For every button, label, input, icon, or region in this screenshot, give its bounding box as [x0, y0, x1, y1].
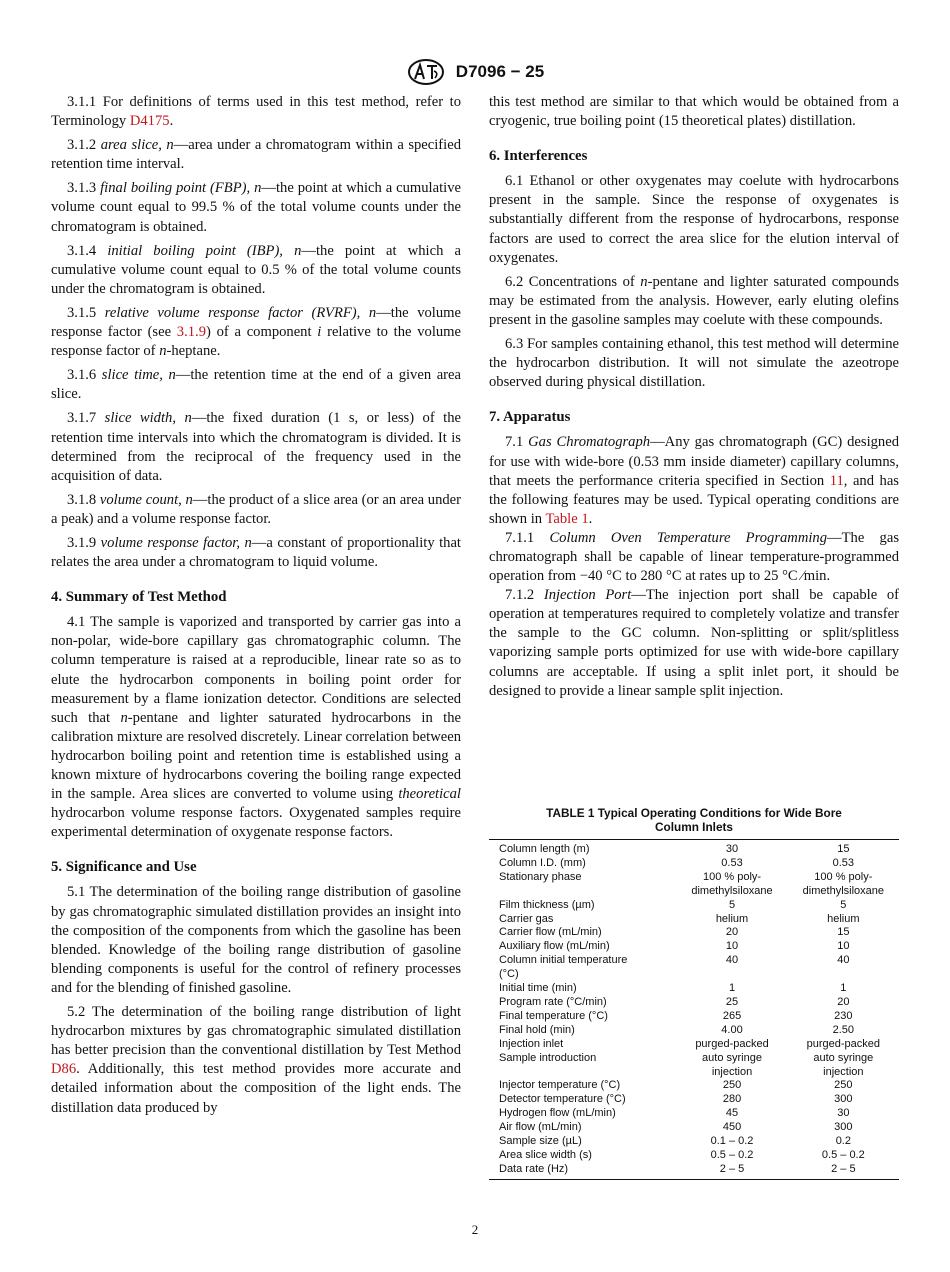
- para-7-1-2: 7.1.2 Injection Port—The injection port shall be capable of operation at temperatures required to completely volatize and transfer the sample to the GC column. Non-splitting or split/splitless vaporizing sample ports optimized for use with wide-bore capillary columns are acceptable. If using a split inlet port, it should be designed to provide a linear sample split injection.: [489, 587, 899, 699]
- table-cell-label: Injector temperature (°C): [499, 1079, 621, 1092]
- table-cell-label: Data rate (Hz): [499, 1162, 569, 1175]
- para-6-1: 6.1 Ethanol or other oxygenates may coelute with hydrocarbons present in the sample. Since the response of oxygenates is substantially different from the response of hydrocarbons, response factors are used to correct the area slice for the elution interval of oxygenates.: [489, 173, 899, 266]
- table-cell-value: 0.53: [721, 856, 743, 869]
- table-cell-value: 4.00: [721, 1023, 743, 1036]
- table-cell-value: 45: [725, 1107, 739, 1120]
- table-row: [489, 1135, 899, 1149]
- table-cell-value: 230: [834, 1009, 853, 1022]
- table-cell-value: 2 – 5: [719, 1162, 745, 1175]
- table-row: [489, 899, 899, 913]
- para-3-1-5: 3.1.5 relative volume response factor (RVRF), n—the volume response factor (see 3.1.9) of a component i relative to the volume response factor of n-heptane.: [51, 304, 461, 360]
- table-row: [489, 954, 899, 982]
- para-5-1: 5.1 The determination of the boiling range distribution of gasoline by gas chromatographic simulated distillation provides an insight into the composition of the components from which the gasoline has been blended. Knowledge of the boiling range distribution of gasoline blending components is useful for the control of refinery processes and for the blending of finished gasoline.: [51, 884, 461, 996]
- para-3-1-4: 3.1.4 initial boiling point (IBP), n—the point at which a cumulative volume count equal to 0.5 % of the total volume counts under the chromatogram is obtained.: [51, 242, 461, 297]
- table-cell-value: 30: [837, 1107, 850, 1120]
- table-cell-value: 280: [722, 1093, 742, 1106]
- table-cell-label: Detector temperature (°C): [499, 1093, 626, 1106]
- table-cell-label: Sample size (µL): [499, 1135, 582, 1148]
- table-cell-label: Auxiliary flow (mL/min): [499, 940, 610, 953]
- table-cell-label: Injection inlet: [499, 1037, 564, 1050]
- section-5-heading: 5. Significance and Use: [51, 859, 197, 876]
- table-cell-value: auto syringe injection: [702, 1051, 762, 1078]
- table-cell-value: 30: [725, 843, 739, 855]
- table-row: [489, 940, 899, 954]
- table-cell-value: helium: [827, 912, 860, 925]
- para-3-1-2: 3.1.2 area slice, n—area under a chromatogram within a specified retention time interval.: [51, 137, 461, 173]
- table-row: [489, 1093, 899, 1107]
- table-row: [489, 913, 899, 927]
- link-3-1-9[interactable]: 3.1.9: [176, 324, 206, 341]
- table-cell-value: 1: [728, 982, 736, 995]
- table-row: [489, 996, 899, 1010]
- table-row: [489, 926, 899, 940]
- table-cell-value: 5: [840, 898, 847, 911]
- table-cell-value: 20: [725, 926, 739, 939]
- para-4-1: 4.1 The sample is vaporized and transported by carrier gas into a non-polar, wide-bore capillary gas chromatographic column. The column temperature is raised at a reproducible, linear rate so as to elute the hydrocarbon components in boiling point order for measurement by a flame ionization detector. Conditions are selected such that n-pentane and lighter saturated hydrocarbons in the calibration mixture are resolved discretely. Linear correlation between hydrocarbon boiling point and retention time is established using a known mixture of hydrocarbons covering the boiling range expected in the sample. Area slices are converted to volume using theoretical hydrocarbon volume response factors. Oxygenated samples require experimental determination of oxygenate response factors.: [51, 614, 461, 841]
- link-table-1[interactable]: Table 1: [545, 510, 589, 527]
- table-cell-label: Area slice width (s): [499, 1148, 592, 1161]
- table-cell-value: 0.2: [835, 1135, 851, 1148]
- table-cell-value: 15: [837, 843, 850, 855]
- table-cell-label: Film thickness (µm): [499, 898, 595, 911]
- section-4-heading: 4. Summary of Test Method: [51, 589, 227, 606]
- para-7-1: 7.1 Gas Chromatograph—Any gas chromatograph (GC) designed for use with wide-bore (0.53 mm inside diameter) capillary columns, that meets the performance criteria specified in Section 11, and has the following features may be used. Typical operating conditions are shown in Table 1.: [489, 434, 899, 527]
- table-cell-value: 450: [722, 1121, 742, 1134]
- para-3-1-6: 3.1.6 slice time, n—the retention time at the end of a given area slice.: [51, 367, 461, 403]
- table-cell-label: Column I.D. (mm): [499, 856, 586, 869]
- para-3-1-3: 3.1.3 final boiling point (FBP), n—the point at which a cumulative volume count equal to 99.5 % of the total volume counts under the chromatogram is obtained.: [51, 180, 461, 235]
- table-cell-label: Carrier gas: [499, 912, 554, 925]
- table-cell-value: 1: [840, 982, 847, 995]
- table-cell-value: 10: [725, 940, 739, 953]
- table-cell-label: Carrier flow (mL/min): [499, 926, 602, 939]
- table-cell-label: Column length (m): [499, 843, 590, 855]
- table-cell-value: 10: [837, 940, 850, 953]
- table-row: [489, 1010, 899, 1024]
- para-7-1-1: 7.1.1 Column Oven Temperature Programming—The gas chromatograph shall be capable of linear temperature-programmed operation from −40 °C to 280 °C at rates up to 25 °C ⁄min.: [489, 529, 900, 585]
- left-column: [51, 93, 461, 1123]
- para-3-1-7: 3.1.7 slice width, n—the fixed duration (1 s, or less) of the retention time intervals into which the chromatogram is divided. It is determined from the reciprocal of the frequency used in the acquisition of data.: [51, 410, 461, 484]
- para-continuation: this test method are similar to that which would be obtained from a cryogenic, true boiling point (15 theoretical plates) distillation.: [489, 94, 899, 130]
- table-row: [489, 1052, 899, 1080]
- table-row: [489, 982, 899, 996]
- para-3-1-9: 3.1.9 volume response factor, n—a constant of proportionality that relates the area under a chromatogram to liquid volume.: [51, 534, 461, 571]
- link-d86[interactable]: D86: [51, 1061, 77, 1078]
- table-1: [489, 806, 899, 1180]
- table-cell-label: Air flow (mL/min): [499, 1121, 582, 1134]
- table-cell-value: 40: [725, 954, 739, 967]
- standard-designation: D7096 − 25: [455, 62, 545, 81]
- table-row: [489, 1038, 899, 1052]
- para-3-1-1: 3.1.1 For definitions of terms used in this test method, refer to Terminology D4175.: [51, 94, 461, 130]
- table-cell-label: Program rate (°C/min): [499, 995, 607, 1008]
- table-cell-label: Final temperature (°C): [499, 1009, 608, 1022]
- table-row: [489, 1079, 899, 1093]
- table-cell-label: Hydrogen flow (mL/min): [499, 1107, 616, 1120]
- table-cell-value: 25: [725, 995, 739, 1008]
- table-row: [489, 1121, 899, 1135]
- table-cell-value: 2 – 5: [831, 1162, 856, 1175]
- para-6-3: 6.3 For samples containing ethanol, this test method will determine the hydrocarbon distribution. It will not simulate the azeotrope observed during physical distillation.: [489, 336, 899, 391]
- table-cell-value: 2.50: [832, 1023, 855, 1036]
- table-cell-label: Final hold (min): [499, 1023, 575, 1036]
- table-cell-value: purged-packed: [695, 1037, 769, 1050]
- table-cell-value: 250: [722, 1079, 742, 1092]
- table-cell-value: 265: [722, 1009, 742, 1022]
- para-6-2: 6.2 Concentrations of n-pentane and lighter saturated compounds may be estimated from the analysis. However, early eluting olefins present in the gasoline samples may coelute with these compounds.: [489, 273, 900, 328]
- table-cell-value: 40: [837, 954, 850, 967]
- page-number: 2: [471, 1222, 479, 1237]
- table-row: [489, 857, 899, 871]
- table-cell-value: 300: [834, 1093, 853, 1106]
- table-row: [489, 1149, 899, 1163]
- section-6-heading: 6. Interferences: [489, 148, 588, 165]
- table-cell-value: 0.53: [832, 856, 855, 869]
- link-section-11[interactable]: 11: [829, 472, 844, 489]
- table-cell-value: 20: [837, 995, 850, 1008]
- table-cell-label: Stationary phase: [499, 870, 582, 883]
- table-cell-label: Sample introduction: [499, 1051, 597, 1064]
- table-cell-label: Initial time (min): [499, 982, 577, 995]
- table-caption: TABLE 1 Typical Operating Conditions for Wide Bore Column Inlets: [546, 806, 842, 834]
- table-cell-value: helium: [715, 912, 749, 925]
- table-row: [489, 1163, 899, 1179]
- table-cell-value: 5: [728, 898, 736, 911]
- table-cell-value: purged-packed: [806, 1037, 881, 1050]
- section-7-heading: 7. Apparatus: [489, 409, 571, 426]
- table-cell-value: 0.5 – 0.2: [710, 1148, 754, 1161]
- para-3-1-8: 3.1.8 volume count, n—the product of a slice area (or an area under a peak) and a volume response factor.: [51, 491, 462, 527]
- table-cell-value: 100 % poly- dimethylsiloxane: [802, 870, 884, 897]
- table-cell-value: 0.1 – 0.2: [710, 1135, 754, 1148]
- table-cell-value: 250: [834, 1079, 853, 1092]
- table-row: [489, 871, 899, 899]
- table-row: [489, 1107, 899, 1121]
- table-row: [489, 1024, 899, 1038]
- astm-logo-icon: [406, 58, 446, 86]
- right-column: [489, 93, 899, 706]
- table-cell-value: 0.5 – 0.2: [821, 1148, 865, 1161]
- page-header: [0, 58, 950, 86]
- table-cell-value: 15: [837, 926, 850, 939]
- table-row: [489, 840, 899, 857]
- link-d4175[interactable]: D4175: [129, 113, 170, 130]
- table-cell-value: 100 % poly- dimethylsiloxane: [691, 870, 773, 897]
- table-cell-label: Column initial temperature (°C): [499, 954, 628, 981]
- table-cell-value: 300: [834, 1121, 853, 1134]
- table-cell-value: auto syringe injection: [813, 1051, 874, 1078]
- para-5-2: 5.2 The determination of the boiling range distribution of light hydrocarbon mixtures by gas chromatographic simulated distillation has better precision than the conventional distillation by Test Method D86. Additionally, this test method provides more accurate and detailed information about the composition of the light ends. The distillation data produced by: [51, 1004, 461, 1116]
- operating-conditions-table: [489, 839, 899, 1180]
